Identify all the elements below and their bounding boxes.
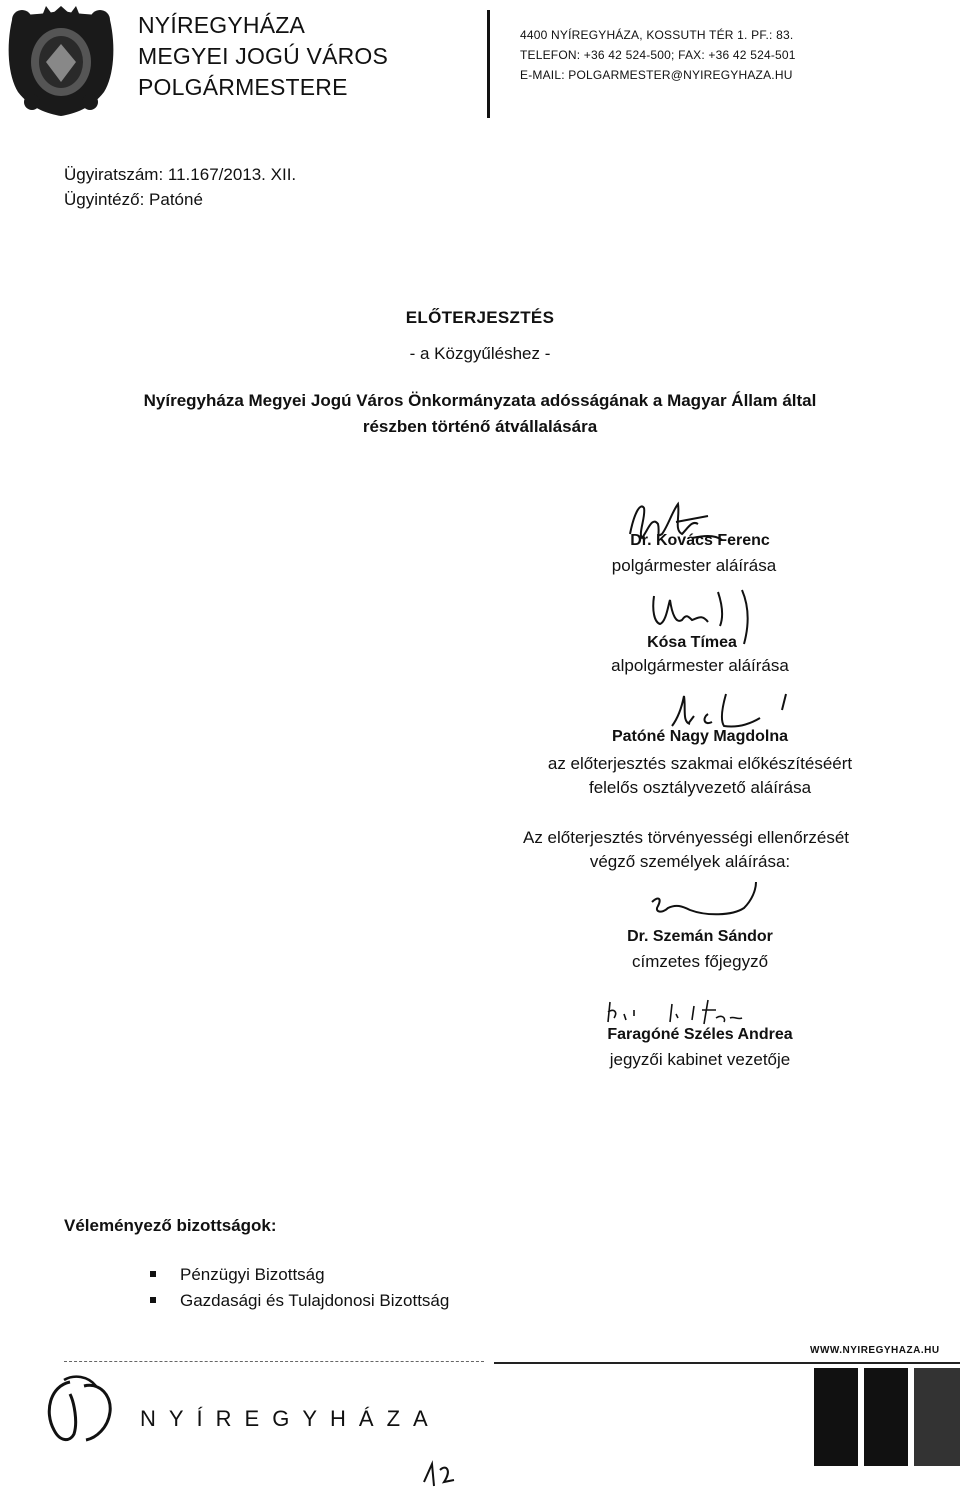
document-subtitle: - a Közgyűléshez - [409,344,551,363]
reference-block [64,162,296,212]
head-role-line-2: felelős osztályvezető aláírása [588,778,812,797]
organization-name [138,10,388,103]
mayor-name: Dr. Kovács Ferenc [630,532,770,549]
case-handler: Ügyintéző: Patóné [64,190,203,209]
footer-divider-dashed [64,1361,484,1362]
website-link[interactable]: WWW.NYIREGYHAZA.HU [810,1345,940,1356]
coat-of-arms-icon [2,6,120,118]
clerk-signature-icon [640,872,780,922]
deputy-role: alpolgármester aláírása [611,656,789,675]
legal-check-intro-line-1: Az előterjesztés törvényességi ellenőrzését [523,828,849,847]
nyiregyhaza-logo-icon [40,1372,120,1452]
clerk-role: címzetes főjegyző [631,952,769,971]
description-line-2: részben történő átvállalására [362,417,598,436]
deputy-name: Kósa Tímea [647,634,737,651]
contact-email: E-MAIL: POLGARMESTER@NYIREGYHAZA.HU [520,68,793,82]
legal-check-intro-line-2: végző személyek aláírása: [589,852,791,871]
head-name: Patóné Nagy Magdolna [611,728,789,745]
description-line-1: Nyíregyháza Megyei Jogú Város Önkormányzata adósságának a Magyar Állam által [143,391,817,410]
committees-title: Véleményező bizottságok: [64,1216,277,1235]
committee-list [150,1262,449,1314]
contact-phone: TELEFON: +36 42 524-500; FAX: +36 42 524-501 [520,48,796,62]
list-item: Pénzügyi Bizottság [150,1262,449,1288]
footer-city-name: NYÍREGYHÁZA [140,1406,441,1431]
black-blocks-icon [814,1368,960,1466]
header-divider [487,10,490,118]
list-item: Gazdasági és Tulajdonosi Bizottság [150,1288,449,1314]
head-role-line-1: az előterjesztés szakmai előkészítéséért [547,754,853,773]
clerk-name: Dr. Szemán Sándor [627,928,773,945]
org-line-2: MEGYEI JOGÚ VÁROS [138,43,389,69]
cabinet-role: jegyzői kabinet vezetője [609,1050,791,1069]
document-title: ELŐTERJESZTÉS [405,308,555,327]
handwritten-page-number-icon [420,1460,480,1490]
document-description [0,388,960,440]
footer-divider-solid [494,1362,960,1364]
cabinet-signature-icon [604,996,784,1028]
case-number: Ügyiratszám: 11.167/2013. XII. [64,165,297,184]
mayor-role: polgármester aláírása [611,556,777,575]
contact-block [520,25,796,85]
cabinet-name: Faragóné Széles Andrea [607,1026,793,1043]
contact-address: 4400 NYÍREGYHÁZA, KOSSUTH TÉR 1. PF.: 83. [520,28,794,42]
org-line-1: NYÍREGYHÁZA [138,12,306,38]
org-line-3: POLGÁRMESTERE [138,74,348,100]
